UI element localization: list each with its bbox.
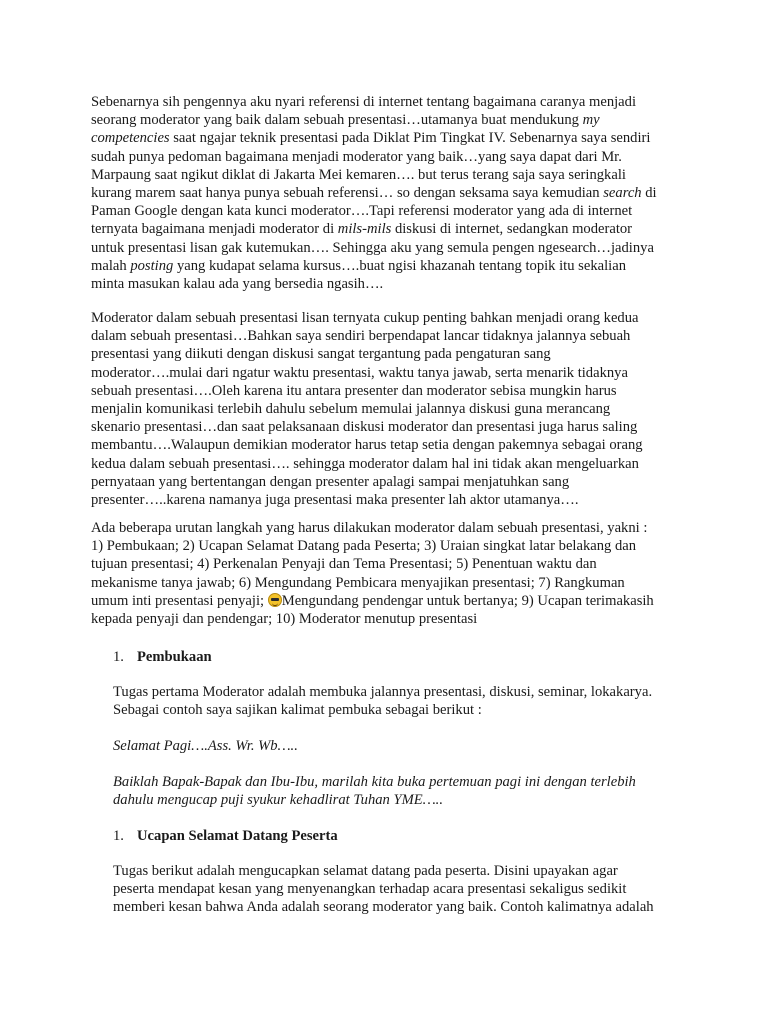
pembukaan-paragraph [113,683,693,719]
heading-text: Pembukaan [137,649,212,665]
text-line: menjalin komunikasi terlebih dahulu sebelum memulai jalannya diskusi guna merancang [91,401,611,418]
text-line: Baiklah Bapak-Bapak dan Ibu-Ibu, marilah kita buka pertemuan pagi ini dengan terlebih [113,774,636,790]
text-line: umum inti presentasi penyaji; Mengundang pendengar untuk bertanya; 9) Ucapan terimakasih [91,592,654,609]
text-line: sudah punya pedoman bagaimana menjadi moderator yang baik…yang saya dapat dari Mr. [91,148,622,165]
heading-text: Ucapan Selamat Datang Peserta [137,828,338,844]
text-line: Selamat Pagi….Ass. Wr. Wb….. [113,738,298,754]
text-line: competencies saat ngajar teknik presentasi pada Diklat Pim Tingkat IV. Sebenarnya saya sendiri [91,130,651,147]
text-line: untuk presentasi lisan gak kutemukan…. Sehingga aku yang semula pengen ngesearch…jadinya [91,239,654,256]
section-heading-pembukaan [113,648,212,666]
text-line: Moderator dalam sebuah presentasi lisan ternyata cukup penting bahkan menjadi orang kedua [91,310,639,326]
intro-paragraph [91,93,691,293]
text-line: mekanisme tanya jawab; 6) Mengundang Pembicara menyajikan presentasi; 7) Rangkuman [91,574,625,591]
sunglasses-emoji-icon [268,593,282,607]
ucapan-paragraph [113,862,693,917]
text-line: Marpaung saat ngikut diklat di Jakarta Mei kemaren…. but terus terang saja saya seringkali [91,166,626,183]
opening-example [113,773,693,809]
text-line: tujuan presentasi; 4) Perkenalan Penyaji dan Tema Presentasi; 5) Penentuan waktu dan [91,556,597,573]
text-line: skenario presentasi…dan saat pelaksanaan diskusi moderator dan presentasi juga harus saling [91,419,638,436]
section-heading-ucapan [113,827,338,845]
text-line: kurang marem saat hanya punya sebuah referensi… so dengan seksama saya kemudian search di [91,185,657,202]
list-number: 1. [113,828,124,844]
text-line: ternyata bagaimana menjadi moderator di mils-mils diskusi di internet, sedangkan moderator [91,221,633,238]
text-line: memberi kesan bahwa Anda adalah seorang moderator yang baik. Contoh kalimatnya adalah [113,899,654,916]
text-line: Sebenarnya sih pengennya aku nyari referensi di internet tentang bagaimana caranya menjadi [91,94,637,110]
steps-paragraph [91,519,691,628]
text-line: malah posting yang kudapat selama kursus….buat ngisi khazanah tentang topik itu sekalian [91,257,626,274]
text-line: 1) Pembukaan; 2) Ucapan Selamat Datang pada Peserta; 3) Uraian singkat latar belakang dan [91,538,637,555]
text-line: Sebagai contoh saya sajikan kalimat pembuka sebagai berikut : [113,702,482,719]
moderator-importance-paragraph [91,309,691,509]
text-line: pernyataan yang bertentangan dengan presenter apalagi sampai menjatuhkan sang [91,473,570,490]
text-line: kedua dalam sebuah presentasi…. sehingga moderator dalam hal ini tidak akan mengeluarkan [91,455,639,472]
text-line: presenter…..karena namanya juga presentasi maka presenter lah aktor utamanya…. [91,492,579,509]
text-line: minta masukan kalau ada yang bersedia ngasih…. [91,276,384,293]
text-line: seorang moderator yang baik dalam sebuah presentasi…utamanya buat mendukung my [91,112,600,129]
greeting-example [113,737,693,755]
text-line: presentasi yang diikuti dengan diskusi sangat tergantung pada pengaturan sang [91,346,551,363]
text-line: moderator….mulai dari ngatur waktu presentasi, waktu tanya jawab, serta menarik tidaknya [91,364,628,381]
text-line: dahulu mengucap puji syukur kehadlirat Tuhan YME….. [113,792,443,809]
text-line: Paman Google dengan kata kunci moderator….Tapi referensi moderator yang ada di internet [91,203,633,220]
list-number: 1. [113,649,124,665]
text-line: sebuah presentasi….Oleh karena itu antara presenter dan moderator sebisa mungkin harus [91,382,617,399]
text-line: kepada penyaji dan pendengar; 10) Moderator menutup presentasi [91,611,478,628]
text-line: Ada beberapa urutan langkah yang harus dilakukan moderator dalam sebuah presentasi, yakni : [91,520,648,536]
text-line: Tugas pertama Moderator adalah membuka jalannya presentasi, diskusi, seminar, lokakarya. [113,684,653,700]
text-line: membantu….Walaupun demikian moderator harus tetap setia dengan pakemnya sebagai orang [91,437,643,454]
text-line: dalam sebuah presentasi…Bahkan saya sendiri berpendapat lancar tidaknya jalannya sebuah [91,328,631,345]
text-line: Tugas berikut adalah mengucapkan selamat datang pada peserta. Disini upayakan agar [113,863,618,879]
text-line: peserta mendapat kesan yang menyenangkan terhadap acara presentasi sekaligus sedikit [113,881,627,898]
